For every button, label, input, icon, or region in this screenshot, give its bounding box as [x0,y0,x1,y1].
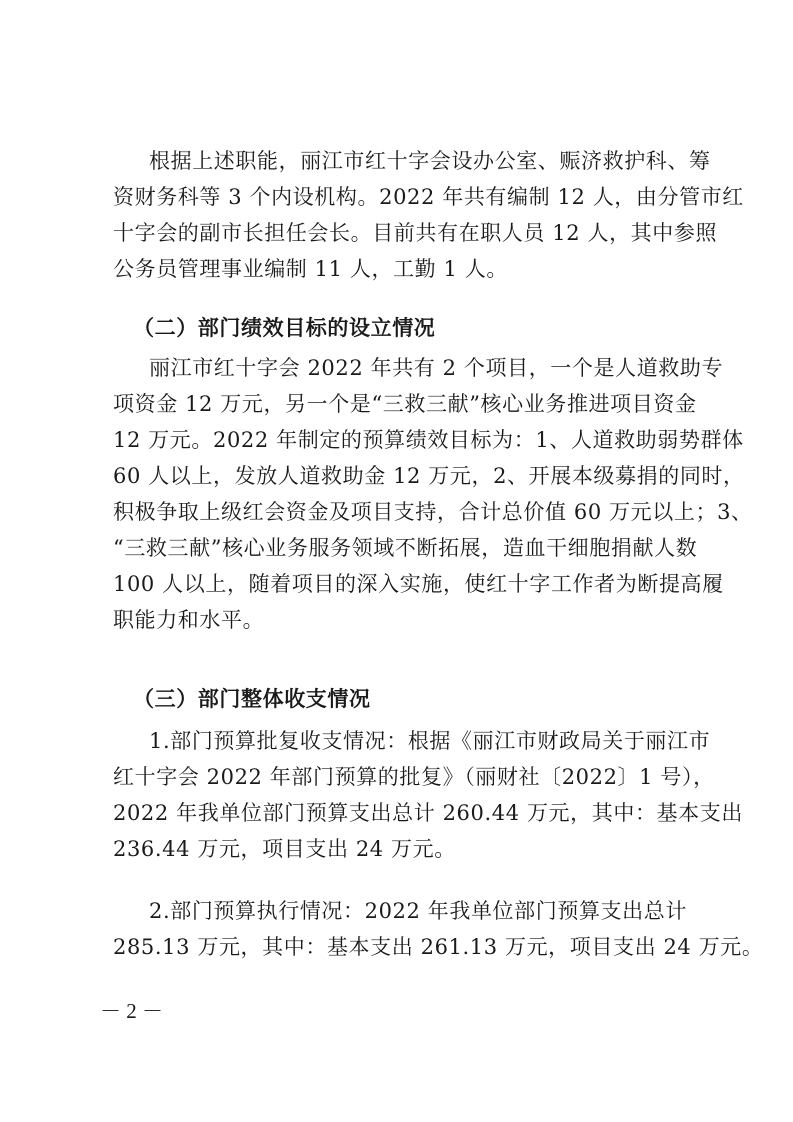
text-line: 236.44 万元，项目支出 24 万元。 [113,837,456,861]
text-line: “三救三献”核心业务服务领域不断拓展，造血干细胞捐献人数 [113,536,698,560]
text-line: 红十字会 2022 年部门预算的批复》（丽财社〔2022〕1 号）， [113,765,715,789]
text-line: 100 人以上，随着项目的深入实施，使红十字工作者为断提高履 [113,572,724,596]
text-line: 2022 年我单位部门预算支出总计 260.44 万元，其中：基本支出 [113,801,743,825]
text-line: 职能力和水平。 [113,608,265,632]
text-line: 公务员管理事业编制 11 人，工勤 1 人。 [113,257,508,281]
paragraph-budget-execution [113,893,764,965]
text-line: 资财务科等 3 个内设机构。2022 年共有编制 12 人，由分管市红 [113,185,744,209]
text-line: 积极争取上级红会资金及项目支持，合计总价值 60 万元以上；3、 [113,500,753,524]
text-line: 2.部门预算执行情况：2022 年我单位部门预算支出总计 [149,899,687,923]
paragraph-staffing [113,143,744,287]
text-line: 丽江市红十字会 2022 年共有 2 个项目，一个是人道救助专 [149,356,724,380]
text-line: 根据上述职能，丽江市红十字会设办公室、赈济救护科、筹 [149,149,711,173]
text-line: 1.部门预算批复收支情况：根据《丽江市财政局关于丽江市 [149,729,711,753]
text-line: 60 人以上，发放人道救助金 12 万元，2、开展本级募捐的同时， [113,464,745,488]
section-heading-income-expenditure: （三）部门整体收支情况 [133,687,371,711]
section-heading-performance-goals: （二）部门绩效目标的设立情况 [133,316,436,340]
text-line: 12 万元。2022 年制定的预算绩效目标为：1、人道救助弱势群体 [113,428,744,452]
text-line: 十字会的副市长担任会长。目前共有在职人员 12 人，其中参照 [113,221,718,245]
text-line: 285.13 万元，其中：基本支出 261.13 万元，项目支出 24 万元。 [113,935,764,959]
text-line: 项资金 12 万元，另一个是“三救三献”核心业务推进项目资金 [113,392,697,416]
paragraph-performance-goals [113,350,753,638]
paragraph-budget-approval [113,723,743,867]
page-number: － 2 － [100,999,163,1023]
